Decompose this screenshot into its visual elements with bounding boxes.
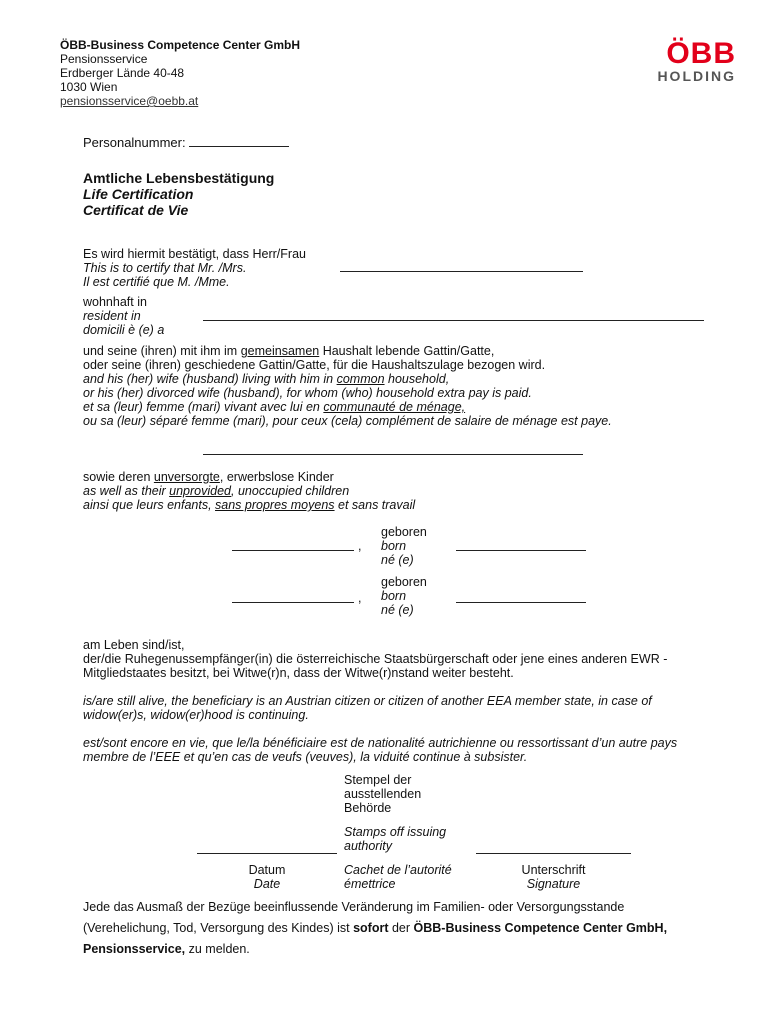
title-de: Amtliche Lebensbestätigung xyxy=(83,170,275,186)
spouse-fr-2: ou sa (leur) séparé femme (mari), pour ceux (cela) complément de salaire de ménage est paye. xyxy=(83,414,612,428)
child-2-born-en: born xyxy=(381,589,407,603)
street: Erdberger Lände 40-48 xyxy=(60,66,185,80)
child-1-comma: , xyxy=(358,539,362,553)
alive-fr-2: membre de l’EEE et qu’en cas de veufs (veuves), la viduité continue à subsister. xyxy=(83,750,528,764)
logo-brand: ÖBB xyxy=(666,37,736,70)
spouse-en-2: or his (her) divorced wife (husband), for whom (who) household extra pay is paid. xyxy=(83,386,532,400)
personalnummer-field[interactable] xyxy=(189,146,289,147)
spouse-en-1: and his (her) wife (husband) living with him in common household, xyxy=(83,372,450,386)
address-field[interactable] xyxy=(203,320,704,321)
resident-fr: domicili è (e) a xyxy=(83,323,165,337)
child-2-comma: , xyxy=(358,591,362,605)
city: 1030 Wien xyxy=(60,80,118,94)
title-en: Life Certification xyxy=(83,186,194,202)
company-name: ÖBB-Business Competence Center GmbH xyxy=(60,38,301,52)
resident-en: resident in xyxy=(83,309,141,323)
date-field[interactable] xyxy=(197,853,337,854)
signature-field[interactable] xyxy=(476,853,631,854)
spouse-fr-1: et sa (leur) femme (mari) vivant avec lui en communauté de ménage, xyxy=(83,400,466,414)
child-1-name-field[interactable] xyxy=(232,550,354,551)
title-fr: Certificat de Vie xyxy=(83,202,189,218)
department: Pensionsservice xyxy=(60,52,148,66)
alive-en-2: widow(er)s, widow(er)hood is continuing. xyxy=(83,708,309,722)
spouse-de-2: oder seine (ihren) geschiedene Gattin/Gatte, für die Haushaltszulage bezogen wird. xyxy=(83,358,546,372)
child-2-birthdate-field[interactable] xyxy=(456,602,586,603)
child-2-born-fr: né (e) xyxy=(381,603,414,617)
alive-de-1: am Leben sind/ist, xyxy=(83,638,185,652)
spouse-name-field[interactable] xyxy=(203,454,583,455)
child-1-birthdate-field[interactable] xyxy=(456,550,586,551)
name-field[interactable] xyxy=(340,271,583,272)
spouse-de-1: und seine (ihren) mit ihm im gemeinsamen Haushalt lebende Gattin/Gatte, xyxy=(83,344,495,358)
alive-de-2: der/die Ruhegenussempfänger(in) die österreichische Staatsbürgerschaft oder jene eines anderen EWR - xyxy=(83,652,668,666)
signature-label-en: Signature xyxy=(526,877,581,891)
footer-line-1: Jede das Ausmaß der Bezüge beeinflussende Veränderung im Familien- oder Versorgungsstande xyxy=(83,900,625,914)
document-title xyxy=(83,170,274,218)
email-link[interactable]: pensionsservice@oebb.at xyxy=(60,94,199,108)
child-1-born-en: born xyxy=(381,539,407,553)
date-label-de: Datum xyxy=(248,863,286,877)
stamp-de-1: Stempel der xyxy=(344,773,412,787)
child-2-name-field[interactable] xyxy=(232,602,354,603)
sender-address xyxy=(60,38,300,108)
stamp-en-2: authority xyxy=(344,839,392,853)
child-2-born-de: geboren xyxy=(381,575,427,589)
children-en: as well as their unprovided, unoccupied children xyxy=(83,484,350,498)
resident-de: wohnhaft in xyxy=(83,295,147,309)
alive-fr-1: est/sont encore en vie, que le/la bénéficiaire est de nationalité autrichienne ou ressortissant d’un autre pays xyxy=(83,736,678,750)
obb-holding-logo xyxy=(586,38,736,84)
personalnummer-label: Personalnummer: xyxy=(83,135,186,150)
child-1-born-de: geboren xyxy=(381,525,427,539)
certify-en: This is to certify that Mr. /Mrs. xyxy=(83,261,247,275)
alive-de-3: Mitgliedstaates besitzt, bei Witwe(r)n, dass der Witwe(r)nstand weiter besteht. xyxy=(83,666,514,680)
child-1-born-fr: né (e) xyxy=(381,553,414,567)
stamp-de-3: Behörde xyxy=(344,801,392,815)
stamp-fr-2: émettrice xyxy=(344,877,396,891)
stamp-en-1: Stamps off issuing xyxy=(344,825,447,839)
logo-sub: HOLDING xyxy=(657,68,736,84)
certify-de: Es wird hiermit bestätigt, dass Herr/Frau xyxy=(83,247,306,261)
footer-line-3: Pensionsservice, zu melden. xyxy=(83,942,250,956)
alive-en-1: is/are still alive, the beneficiary is an Austrian citizen or citizen of another EEA member state, in case of xyxy=(83,694,652,708)
footer-line-2: (Verehelichung, Tod, Versorgung des Kindes) ist sofort der ÖBB-Business Competence Center GmbH, xyxy=(83,921,668,935)
stamp-de-2: ausstellenden xyxy=(344,787,422,801)
children-fr: ainsi que leurs enfants, sans propres moyens et sans travail xyxy=(83,498,416,512)
date-label-en: Date xyxy=(253,877,281,891)
children-de: sowie deren unversorgte, erwerbslose Kinder xyxy=(83,470,334,484)
stamp-fr-1: Cachet de l’autorité xyxy=(344,863,452,877)
signature-label-de: Unterschrift xyxy=(521,863,586,877)
certify-fr: Il est certifié que M. /Mme. xyxy=(83,275,230,289)
